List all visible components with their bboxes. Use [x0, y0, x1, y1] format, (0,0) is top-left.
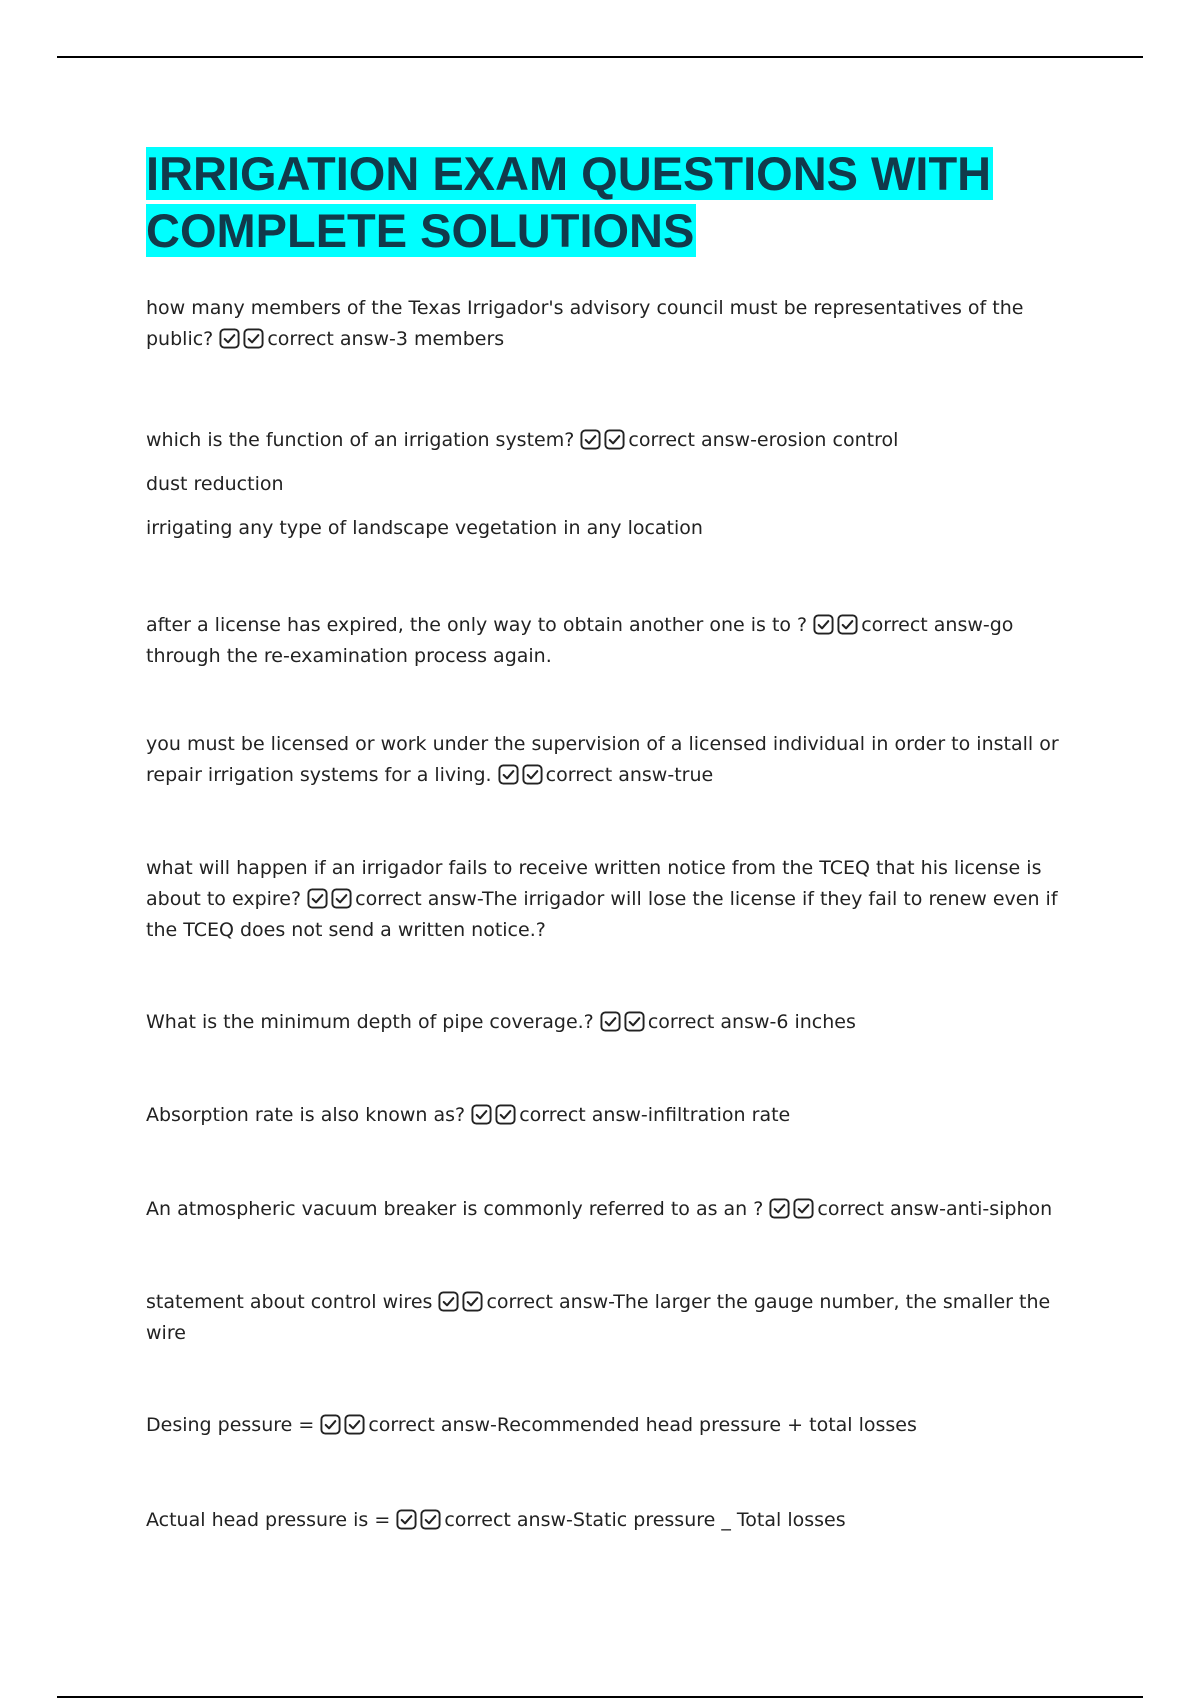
qa-line: [146, 1007, 1066, 1038]
question-text: what will happen if an irrigador fails to receive written notice from the TCEQ that his license is about to expire?: [146, 857, 1042, 910]
question-text: Desing pessure =: [146, 1414, 315, 1436]
question-text: An atmospheric vacuum breaker is commonly referred to as an ?: [146, 1198, 764, 1220]
title-line-2: COMPLETE SOLUTIONS: [146, 204, 695, 257]
checkbox-check-icon: [462, 1291, 483, 1312]
document-title: [146, 145, 1066, 259]
checkbox-check-icon: [522, 764, 543, 785]
answer-text: correct answ-The irrigador will lose the license if they fail to renew even if the TCEQ does not send a written notice.?: [146, 888, 1058, 941]
qa-item: [146, 1505, 1066, 1536]
checkbox-check-icon: [438, 1291, 459, 1312]
checkbox-check-icon: [837, 614, 858, 635]
question-text: Absorption rate is also known as?: [146, 1104, 466, 1126]
answer-extra-line: irrigating any type of landscape vegetation in any location: [146, 517, 703, 539]
answer-text: correct answ-The larger the gauge number, the smaller the wire: [146, 1291, 1051, 1344]
checkbox-check-icon: [396, 1509, 417, 1530]
qa-item: [146, 853, 1066, 946]
answer-text: correct answ-go through the re-examination process again.: [146, 614, 1014, 667]
checkbox-check-icon: [769, 1198, 790, 1219]
answer-text: correct answ-3 members: [267, 328, 505, 350]
checkbox-check-icon: [580, 429, 601, 450]
question-text: statement about control wires: [146, 1291, 433, 1313]
document-body: [146, 145, 1066, 1531]
checkbox-check-icon: [320, 1414, 341, 1435]
qa-item: [146, 1007, 1066, 1038]
checkbox-check-icon: [498, 764, 519, 785]
checkbox-check-icon: [813, 614, 834, 635]
answer-text: correct answ-Recommended head pressure + total losses: [368, 1414, 917, 1436]
qa-item: [146, 425, 1066, 544]
question-text: how many members of the Texas Irrigador's advisory council must be representatives of the public?: [146, 297, 1024, 350]
question-text: What is the minimum depth of pipe coverage.?: [146, 1011, 594, 1033]
question-text: you must be licensed or work under the supervision of a licensed individual in order to install or repair irrigation systems for a living.: [146, 733, 1059, 786]
qa-line: [146, 1410, 1066, 1441]
answer-text: correct answ-6 inches: [647, 1011, 856, 1033]
qa-item: [146, 1287, 1066, 1349]
qa-line: [146, 610, 1066, 672]
answer-text: correct answ-erosion control: [628, 429, 899, 451]
answer-text: correct answ-Static pressure _ Total losses: [444, 1509, 846, 1531]
checkbox-check-icon: [624, 1011, 645, 1032]
top-rule: [57, 56, 1143, 58]
qa-line: [146, 293, 1066, 355]
qa-item: [146, 610, 1066, 672]
qa-item: [146, 1100, 1066, 1131]
qa-line: [146, 1505, 1066, 1536]
checkbox-check-icon: [420, 1509, 441, 1530]
checkbox-check-icon: [344, 1414, 365, 1435]
qa-item: [146, 1194, 1066, 1225]
title-line-1: IRRIGATION EXAM QUESTIONS WITH: [146, 147, 992, 200]
qa-line: [146, 1287, 1066, 1349]
checkbox-check-icon: [793, 1198, 814, 1219]
answer-text: correct answ-anti-siphon: [817, 1198, 1053, 1220]
answer-text: correct answ-true: [545, 764, 714, 786]
checkbox-check-icon: [600, 1011, 621, 1032]
question-text: which is the function of an irrigation system?: [146, 429, 575, 451]
checkbox-check-icon: [471, 1104, 492, 1125]
question-text: Actual head pressure is =: [146, 1509, 391, 1531]
qa-line: [146, 1194, 1066, 1225]
qa-line: [146, 1100, 1066, 1131]
answer-extra-line: dust reduction: [146, 473, 284, 495]
qa-item: [146, 1410, 1066, 1441]
checkbox-check-icon: [219, 328, 240, 349]
checkbox-check-icon: [331, 888, 352, 909]
qa-item: [146, 293, 1066, 355]
checkbox-check-icon: [243, 328, 264, 349]
qa-line: [146, 853, 1066, 946]
checkbox-check-icon: [307, 888, 328, 909]
qa-line: [146, 729, 1066, 791]
checkbox-check-icon: [495, 1104, 516, 1125]
qa-item: [146, 729, 1066, 791]
question-text: after a license has expired, the only way to obtain another one is to ?: [146, 614, 808, 636]
checkbox-check-icon: [604, 429, 625, 450]
bottom-rule: [57, 1696, 1143, 1698]
qa-line: [146, 425, 1066, 456]
answer-text: correct answ-infiltration rate: [519, 1104, 791, 1126]
